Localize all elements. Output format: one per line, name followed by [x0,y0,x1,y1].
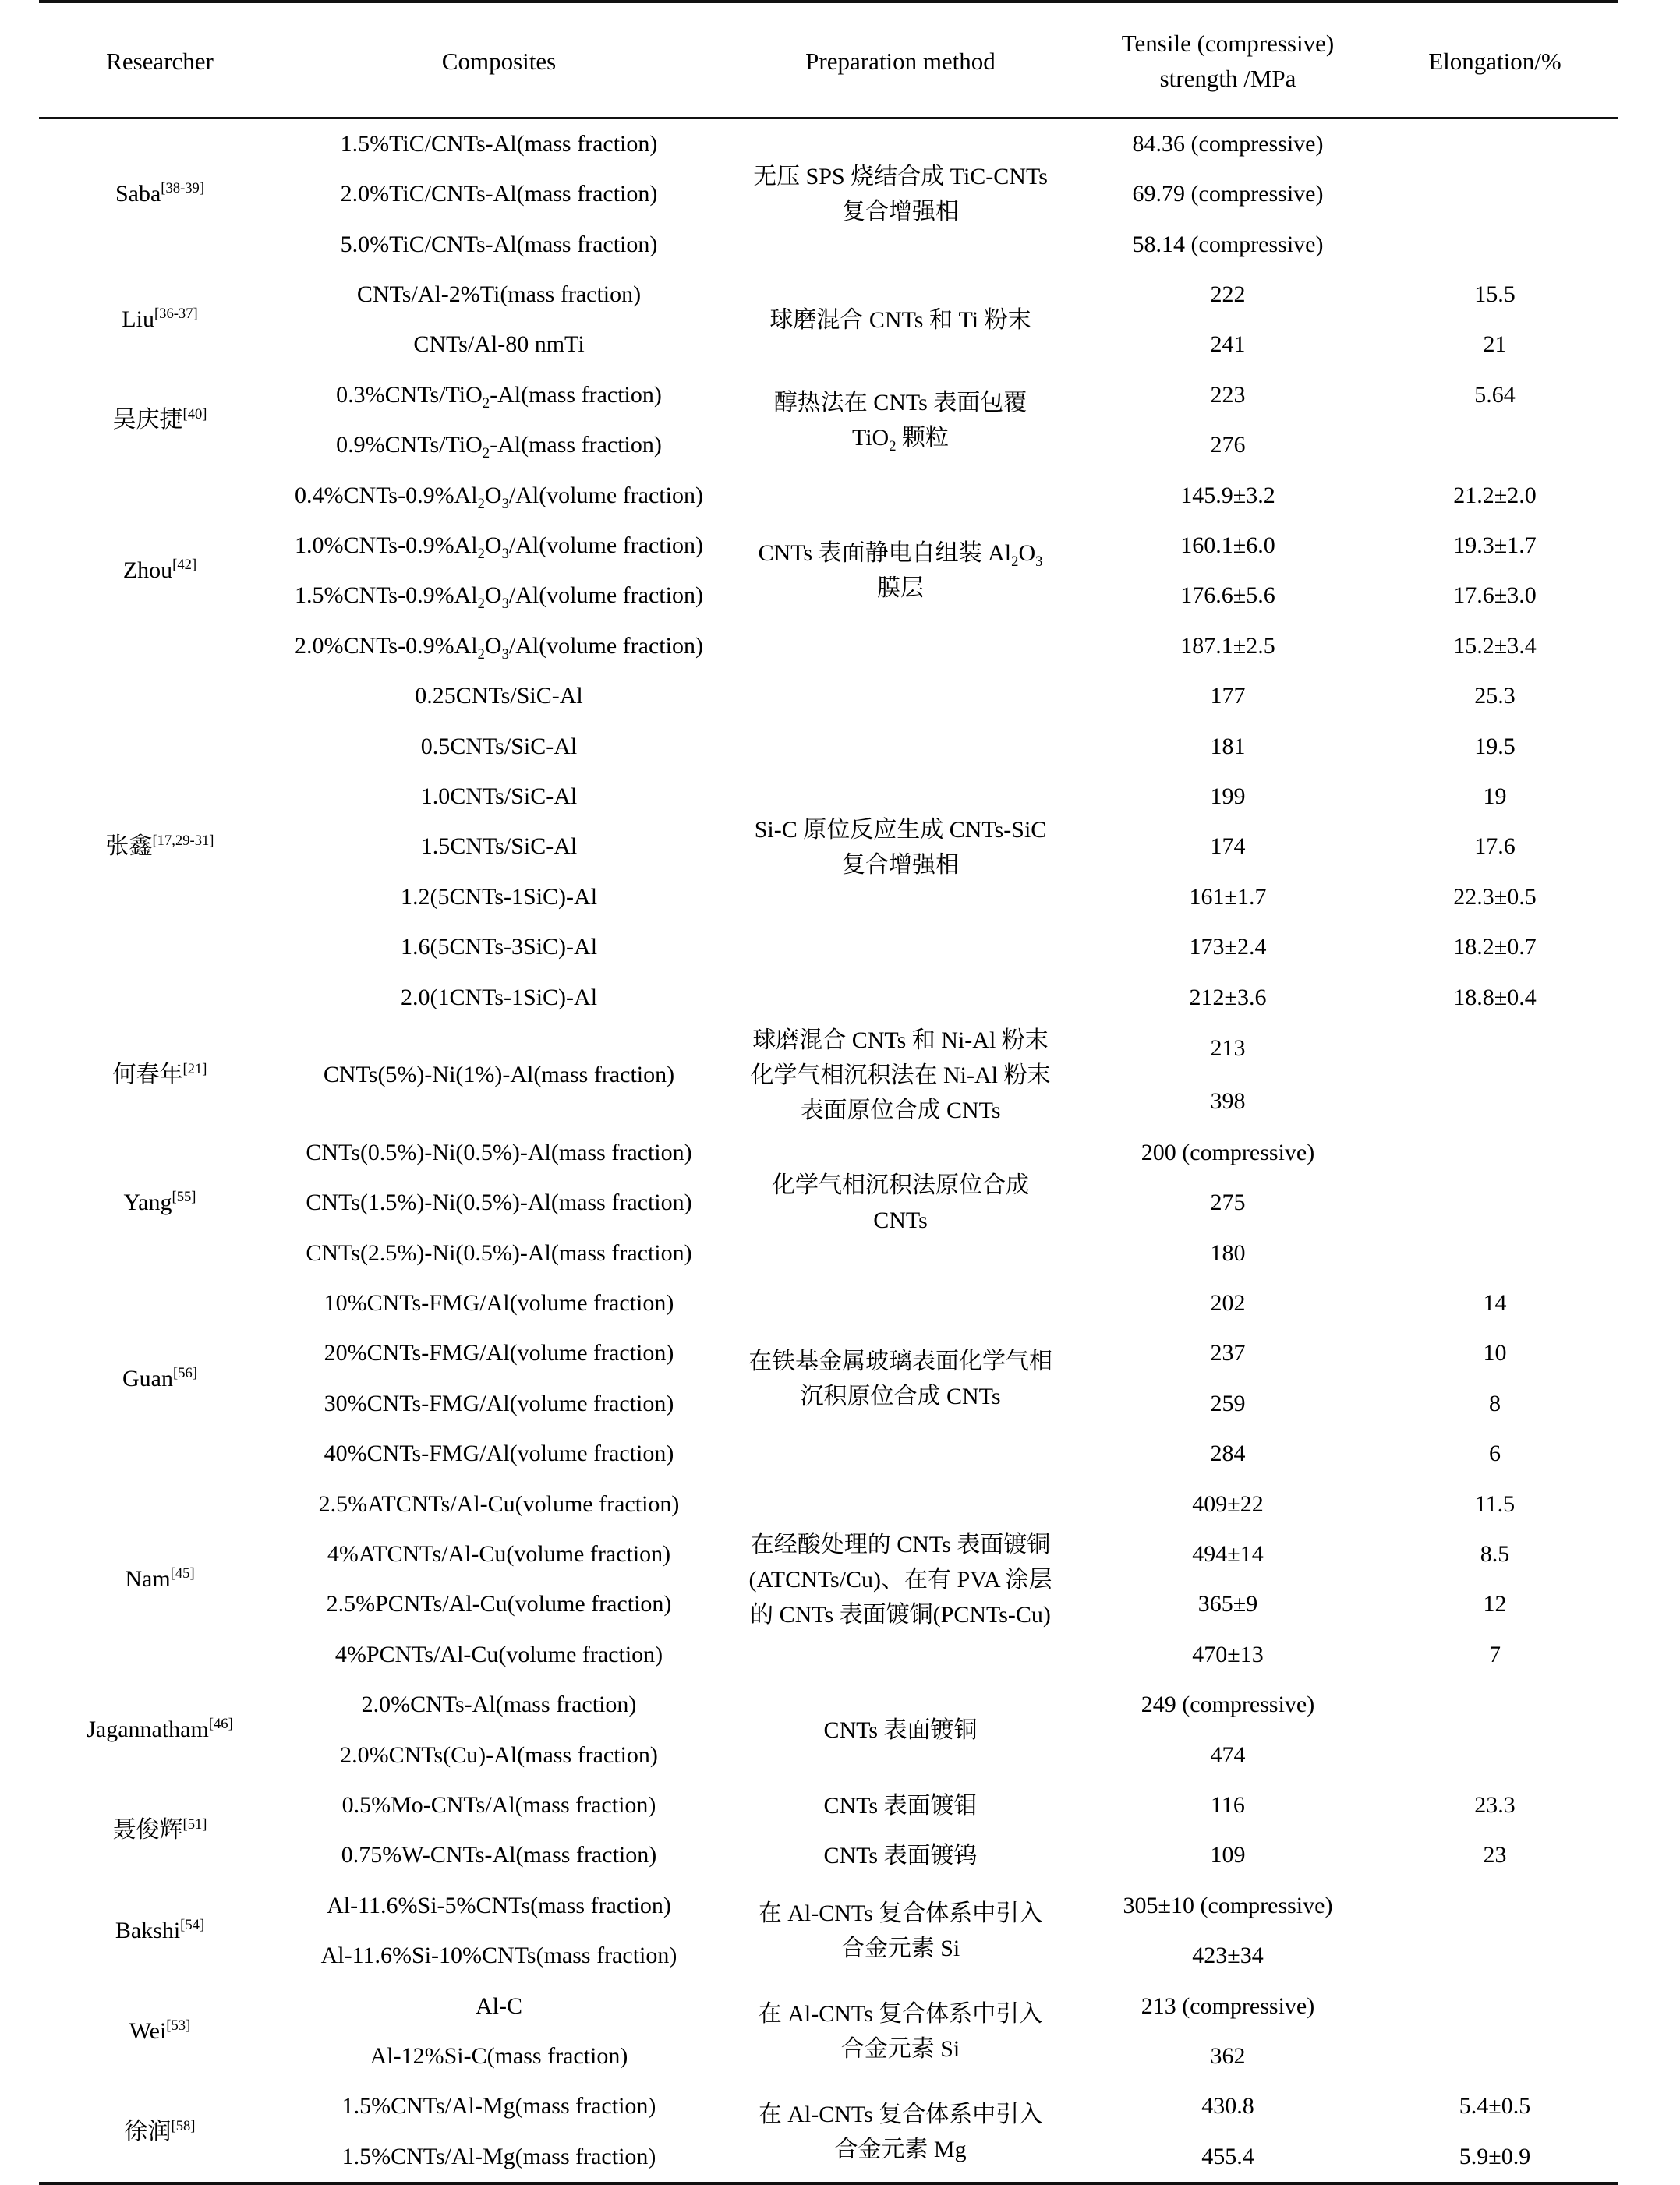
composite-cell: 0.5%Mo-CNTs/Al(mass fraction) [341,1791,656,1818]
strength-value-cell: 173±2.4 [1189,934,1267,960]
composite-cell: Al-12%Si-C(mass fraction) [370,2042,628,2069]
elongation-value-cell [1372,1075,1618,1128]
researcher-cell: Nam[45] [125,1565,195,1593]
table-row [39,1023,1618,1076]
strength-value-cell: 222 [1210,281,1246,308]
column-header-elongation: Elongation/% [1428,48,1562,76]
table-body [39,118,1618,2183]
strength-value-cell: 223 [1210,381,1246,408]
researcher-cell: Liu[36-37] [122,306,198,333]
researcher-cell: 张鑫[17,29-31] [105,833,214,860]
strength-value-cell: 494±14 [1192,1541,1264,1568]
composite-cell: 1.6(5CNTs-3SiC)-Al [400,934,598,960]
preparation-method-cell: 化学气相沉积法原位合成 CNTs [772,1172,1029,1234]
composite-cell: CNTs/Al-2%Ti(mass fraction) [356,281,642,308]
elongation-value-cell [1372,1229,1618,1278]
elongation-value-cell: 14 [1483,1290,1507,1317]
strength-value-cell: 365±9 [1197,1591,1258,1618]
elongation-value-cell [1372,1931,1618,1981]
elongation-value-cell [1372,2031,1618,2081]
strength-value-cell: 145.9±3.2 [1180,482,1275,508]
composite-cell: 10%CNTs-FMG/Al(volume fraction) [324,1290,674,1317]
strength-value-cell: 305±10 (compressive) [1123,1892,1333,1918]
composite-cell: 0.3%CNTs/TiO$_2$-Al(mass fraction) [336,381,662,412]
researcher-cell: 何春年[21] [112,1061,207,1088]
composite-cell: 30%CNTs-FMG/Al(volume fraction) [324,1390,674,1416]
strength-value-cell: 160.1±6.0 [1180,532,1275,558]
composite-cell: $1.0\%CNTs-0.9\%Al_2O_3/Al(volume$ fraction) [295,532,703,562]
strength-value-cell: 176.6±5.6 [1180,582,1275,609]
researcher-cell: 聂俊辉[51] [112,1816,207,1844]
composite-cell: 1.2(5CNTs-1SiC)-Al [400,883,598,910]
composite-cell: 0.25CNTs/SiC-Al [415,683,583,709]
elongation-value-cell: 21 [1483,331,1507,358]
preparation-method-cell: 在铁基金属玻璃表面化学气相 沉积原位合成 CNTs [748,1348,1052,1409]
elongation-value-cell: 8.5 [1480,1541,1510,1568]
strength-value-cell: 430.8 [1201,2093,1254,2120]
table-row [39,370,1618,420]
elongation-value-cell: 5.9±0.9 [1459,2143,1531,2169]
table-row [39,471,1618,521]
composite-cell: 0.9%CNTs/TiO$_2$-Al(mass fraction) [336,432,662,462]
elongation-value-cell: 19 [1483,783,1507,809]
researcher-cell: Jagannatham[46] [87,1716,233,1743]
preparation-method-cell: 球磨混合 CNTs 和 Ti 粉末 [769,306,1031,333]
strength-value-cell: 116 [1211,1791,1245,1818]
preparation-method-cell: 球磨混合 CNTs 和 Ni-Al 粉末 化学气相沉积法在 Ni-Al 粉末 表面原位合成 CNTs [750,1027,1051,1123]
composites-comparison-table [39,0,1618,2185]
strength-value-cell: 174 [1210,833,1246,860]
preparation-method-cell: CNTs 表面镀钼 [823,1792,978,1819]
strength-value-cell: 423±34 [1192,1943,1264,1969]
table-row [39,1780,1618,1830]
strength-value-cell: 58.14 (compressive) [1132,231,1324,257]
strength-value-cell: 474 [1210,1741,1246,1768]
composite-cell: CNTs(2.5%)-Ni(0.5%)-Al(mass fraction) [306,1239,692,1266]
strength-value-cell: 362 [1210,2042,1246,2069]
composite-cell: $0.4\%CNTs-0.9\%Al_2O_3/Al(volume$ fraction) [295,482,703,512]
strength-header-line1: Tensile (compressive) [1121,30,1335,57]
elongation-value-cell [1372,1731,1618,1780]
elongation-value-cell: 11.5 [1474,1490,1516,1517]
researcher-cell: Yang[55] [123,1189,196,1216]
composite-cell: CNTs/Al-80 nmTi [413,331,585,358]
elongation-value-cell: 17.6±3.0 [1453,582,1537,609]
strength-value-cell: 237 [1210,1340,1246,1367]
table-header [39,2,1618,118]
elongation-value-cell [1372,169,1618,219]
composite-cell: CNTs(0.5%)-Ni(0.5%)-Al(mass fraction) [306,1139,692,1165]
composite-cell: 4%ATCNTs/Al-Cu(volume fraction) [327,1541,671,1568]
composite-cell: 20%CNTs-FMG/Al(volume fraction) [324,1340,674,1367]
elongation-value-cell: 23 [1483,1842,1507,1869]
column-header-researcher: Researcher [106,48,214,76]
composite-cell: 5.0%TiC/CNTs-Al(mass fraction) [340,231,658,257]
strength-value-cell: 109 [1210,1842,1246,1869]
composite-cell: Al-C [476,1992,522,2019]
preparation-method-cell: CNTs 表面镀钨 [823,1843,978,1869]
elongation-value-cell: 17.6 [1474,833,1516,860]
strength-value-cell: 398 [1210,1087,1246,1114]
table-row [39,1982,1618,2031]
composite-cell: $2.0\%CNTs-0.9\%Al_2O_3/Al(volume$ fraction) [295,632,703,663]
elongation-value-cell: 5.4±0.5 [1459,2093,1531,2120]
elongation-value-cell: 15.2±3.4 [1453,632,1537,659]
composite-cell: CNTs(5%)-Ni(1%)-Al(mass fraction) [323,1062,675,1088]
strength-value-cell: 470±13 [1192,1641,1264,1667]
strength-value-cell: 276 [1210,432,1246,458]
strength-value-cell: 213 (compressive) [1141,1992,1315,2019]
composite-cell: 0.5CNTs/SiC-Al [420,733,578,759]
preparation-method-cell: 在经酸处理的 CNTs 表面镀铜 (ATCNTs/Cu)、在有 PVA 涂层 的 CNTs 表面镀铜(PCNTs-Cu) [748,1531,1052,1628]
elongation-value-cell: 15.5 [1474,281,1516,308]
composite-cell: 2.0(1CNTs-1SiC)-Al [400,984,598,1010]
preparation-method-cell: 无压 SPS 烧结合成 TiC-CNTs 复合增强相 [753,164,1048,225]
elongation-value-cell: 23.3 [1474,1791,1516,1818]
elongation-value-cell: 25.3 [1474,683,1516,709]
strength-value-cell: 213 [1210,1035,1246,1062]
elongation-value-cell: 6 [1489,1441,1501,1467]
strength-value-cell: 161±1.7 [1189,883,1267,910]
strength-value-cell: 69.79 (compressive) [1132,181,1324,207]
researcher-cell: Guan[56] [122,1364,197,1391]
strength-value-cell: 259 [1210,1390,1246,1416]
strength-value-cell: 187.1±2.5 [1180,632,1275,659]
strength-value-cell: 202 [1210,1290,1246,1317]
elongation-value-cell [1372,220,1618,270]
elongation-value-cell [1372,1881,1618,1931]
researcher-cell: 徐润[58] [124,2117,196,2144]
composite-cell: 0.75%W-CNTs-Al(mass fraction) [341,1842,657,1869]
elongation-value-cell: 22.3±0.5 [1453,883,1537,910]
preparation-method-cell: 在 Al-CNTs 复合体系中引入 合金元素 Si [758,1900,1043,1962]
column-header-strength [1084,2,1372,118]
strength-value-cell: 284 [1210,1441,1246,1467]
researcher-cell: Wei[53] [129,2017,191,2044]
strength-value-cell: 181 [1210,733,1246,759]
composite-cell: 1.5CNTs/SiC-Al [420,833,578,860]
elongation-value-cell: 12 [1483,1591,1507,1618]
preparation-method-cell: 在 Al-CNTs 复合体系中引入 合金元素 Mg [758,2101,1043,2162]
strength-value-cell: 199 [1210,783,1246,809]
elongation-value-cell [1372,1680,1618,1730]
composite-cell: 40%CNTs-FMG/Al(volume fraction) [324,1441,674,1467]
researcher-cell: Zhou[42] [122,557,197,584]
preparation-method-cell: CNTs 表面镀铜 [823,1717,978,1744]
elongation-value-cell [1372,420,1618,470]
composite-cell: 1.0CNTs/SiC-Al [420,783,578,809]
elongation-value-cell: 8 [1489,1390,1501,1416]
composite-cell: CNTs(1.5%)-Ni(0.5%)-Al(mass fraction) [306,1190,692,1216]
elongation-value-cell: 19.5 [1474,733,1516,759]
composite-cell: 2.0%CNTs-Al(mass fraction) [361,1692,637,1718]
elongation-value-cell: 10 [1483,1340,1507,1367]
strength-value-cell: 177 [1210,683,1246,709]
composite-cell: 2.0%TiC/CNTs-Al(mass fraction) [340,181,658,207]
table-row [39,2081,1618,2131]
elongation-value-cell [1372,1023,1618,1076]
preparation-method-cell: Si-C 原位反应生成 CNTs-SiC 复合增强相 [754,816,1047,878]
table-row [39,1128,1618,1178]
column-header-preparation-method: Preparation method [805,48,996,76]
composite-cell: 1.5%CNTs/Al-Mg(mass fraction) [341,2093,656,2120]
strength-value-cell: 84.36 (compressive) [1132,130,1324,157]
elongation-value-cell [1372,1128,1618,1178]
table-row [39,671,1618,721]
composite-cell: 2.5%PCNTs/Al-Cu(volume fraction) [326,1591,672,1618]
elongation-value-cell: 5.64 [1474,381,1516,408]
strength-value-cell: 455.4 [1201,2143,1254,2169]
composite-cell: 1.5%CNTs/Al-Mg(mass fraction) [341,2143,656,2169]
elongation-value-cell [1372,118,1618,169]
strength-value-cell: 241 [1210,331,1246,358]
strength-value-cell: 409±22 [1192,1490,1264,1517]
table-row [39,1480,1618,1529]
composite-cell: 2.5%ATCNTs/Al-Cu(volume fraction) [318,1490,680,1517]
elongation-value-cell [1372,1178,1618,1228]
composite-cell: 1.5%TiC/CNTs-Al(mass fraction) [340,130,658,157]
strength-value-cell: 212±3.6 [1189,984,1267,1010]
table-row [39,1881,1618,1931]
elongation-value-cell: 21.2±2.0 [1453,482,1537,508]
composite-cell: Al-11.6%Si-5%CNTs(mass fraction) [327,1892,671,1918]
elongation-value-cell [1372,1982,1618,2031]
strength-value-cell: 249 (compressive) [1141,1692,1315,1718]
researcher-cell: 吴庆捷[40] [112,406,207,433]
table-row [39,270,1618,320]
table-row [39,1680,1618,1730]
elongation-value-cell: 18.8±0.4 [1453,984,1537,1010]
preparation-method-cell: 醇热法在 CNTs 表面包覆 TiO$_2$ 颗粒 [773,390,1027,455]
preparation-method-cell: 在 Al-CNTs 复合体系中引入 合金元素 Si [758,2000,1043,2062]
researcher-cell: Saba[38-39] [115,180,205,207]
researcher-cell: Bakshi[54] [115,1916,205,1943]
strength-value-cell: 180 [1210,1239,1246,1266]
composite-cell: 2.0%CNTs(Cu)-Al(mass fraction) [340,1741,658,1768]
composite-cell: $1.5\%CNTs-0.9\%Al_2O_3/Al(volume$ fraction) [295,582,703,613]
composite-cell: Al-11.6%Si-10%CNTs(mass fraction) [320,1943,677,1969]
elongation-value-cell: 7 [1489,1641,1501,1667]
table-row [39,118,1618,169]
strength-header-line2: strength /MPa [1159,64,1296,92]
elongation-value-cell: 18.2±0.7 [1453,934,1537,960]
strength-value-cell: 275 [1210,1190,1246,1216]
strength-value-cell: 200 (compressive) [1141,1139,1315,1165]
elongation-value-cell: 19.3±1.7 [1453,532,1537,558]
column-header-composites: Composites [441,48,557,76]
table-row [39,1278,1618,1328]
composite-cell: 4%PCNTs/Al-Cu(volume fraction) [334,1641,663,1667]
preparation-method-cell: CNTs 表面静电自组装 $Al_2O_3$ 膜层 [758,540,1043,602]
